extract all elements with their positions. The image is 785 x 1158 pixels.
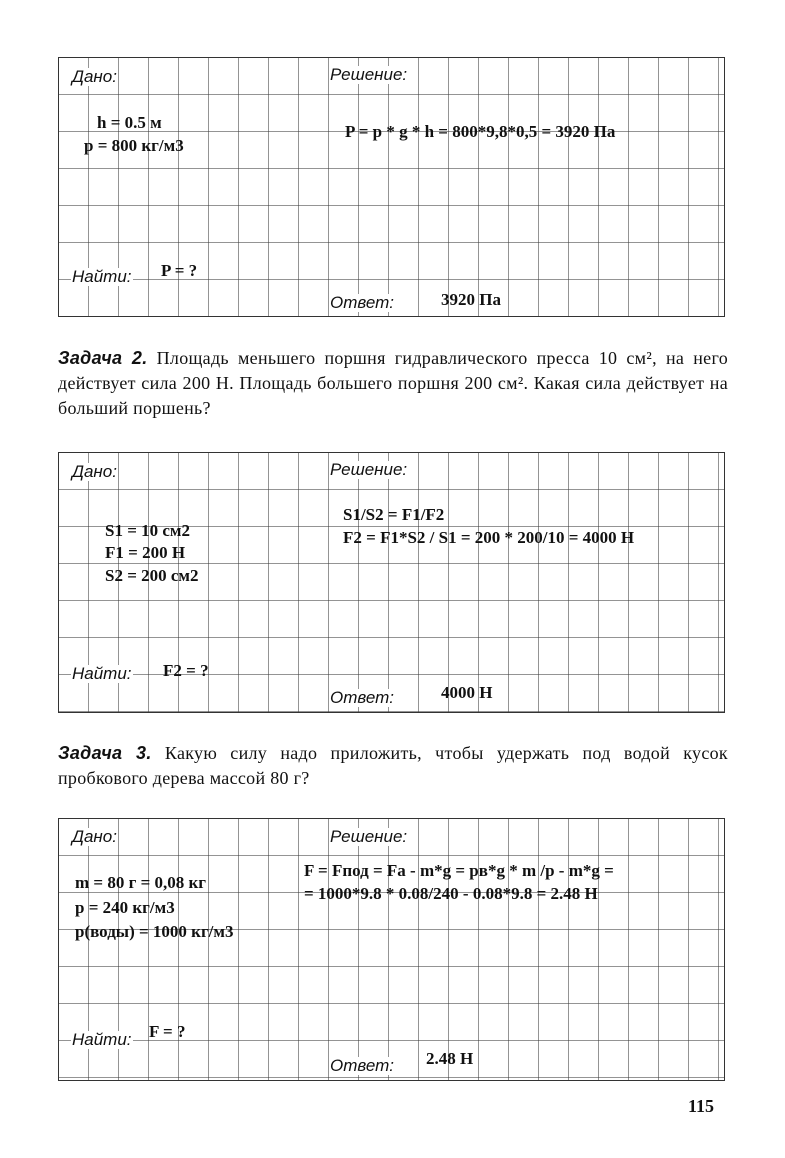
- answer-value: 2.48 Н: [426, 1049, 474, 1068]
- solution-line: F2 = F1*S2 / S1 = 200 * 200/10 = 4000 Н: [343, 528, 635, 547]
- problem-2-grid: [58, 452, 725, 713]
- problem-3-text: Какую силу надо приложить, чтобы удержать под водой кусок пробкового дерева массой 80 г?: [58, 743, 728, 788]
- solution-line: = 1000*9.8 * 0.08/240 - 0.08*9.8 = 2.48 Н: [304, 884, 598, 903]
- given-line: p = 800 кг/м3: [84, 136, 184, 155]
- problem-3-grid: [58, 818, 725, 1081]
- given-line: p = 240 кг/м3: [75, 898, 175, 917]
- given-label: Дано:: [72, 462, 117, 481]
- problem-2-text: Площадь меньшего поршня гидравлического пресса 10 см², на него действует сила 200 Н. Площадь большего поршня 200 см². Какая сила действует на больший поршень?: [58, 348, 728, 418]
- answer-label: Ответ:: [330, 688, 395, 707]
- answer-value: 3920 Па: [441, 290, 501, 309]
- given-line: S2 = 200 см2: [105, 566, 199, 585]
- find-label: Найти:: [72, 1030, 132, 1049]
- problem-3-title: Задача 3.: [58, 743, 152, 763]
- find-label: Найти:: [72, 664, 132, 683]
- find-value: F = ?: [149, 1022, 186, 1041]
- given-line: m = 80 г = 0,08 кг: [75, 873, 207, 892]
- solution-line: S1/S2 = F1/F2: [343, 505, 445, 524]
- answer-label: Ответ:: [330, 293, 395, 312]
- given-line: h = 0.5 м: [97, 113, 162, 132]
- given-line: S1 = 10 см2: [105, 521, 191, 540]
- problem-2-statement: [58, 346, 728, 421]
- find-value: F2 = ?: [163, 661, 209, 680]
- solution-line: F = Fпод = Fa - m*g = pв*g * m /p - m*g =: [304, 861, 614, 880]
- solution-label: Решение:: [330, 827, 408, 846]
- solution-label: Решение:: [330, 65, 408, 84]
- given-line: F1 = 200 Н: [105, 543, 186, 562]
- page-number: 115: [688, 1096, 715, 1116]
- find-value: P = ?: [161, 261, 198, 280]
- problem-2-title: Задача 2.: [58, 348, 148, 368]
- given-label: Дано:: [72, 67, 117, 86]
- answer-label: Ответ:: [330, 1056, 395, 1075]
- problem-1-grid: [58, 57, 725, 317]
- answer-value: 4000 Н: [441, 683, 493, 702]
- problem-3-statement: [58, 741, 728, 791]
- find-label: Найти:: [72, 267, 132, 286]
- given-label: Дано:: [72, 827, 117, 846]
- given-line: p(воды) = 1000 кг/м3: [75, 922, 234, 941]
- solution-label: Решение:: [330, 460, 408, 479]
- solution-line: P = p * g * h = 800*9,8*0,5 = 3920 Па: [345, 122, 616, 141]
